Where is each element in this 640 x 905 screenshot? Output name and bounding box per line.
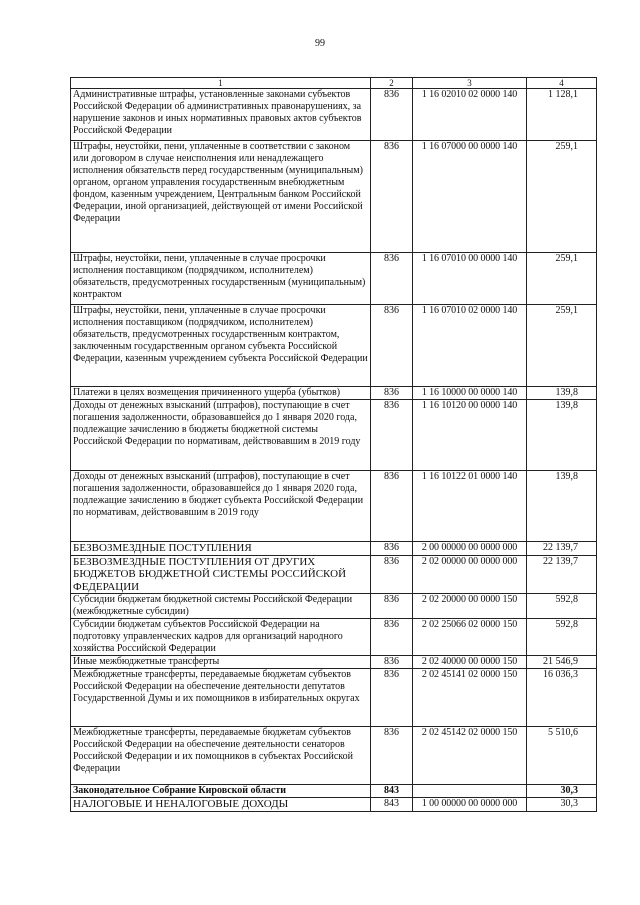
- row-admin-code-cell: 836: [371, 656, 413, 669]
- row-admin-code-cell: 843: [371, 785, 413, 798]
- table-row: [71, 305, 597, 387]
- row-budget-code-cell: 2 02 00000 00 0000 000: [413, 555, 527, 594]
- row-name-cell: НАЛОГОВЫЕ И НЕНАЛОГОВЫЕ ДОХОДЫ: [71, 798, 371, 812]
- table-row: [71, 253, 597, 305]
- row-name-cell: Межбюджетные трансферты, передаваемые бюджетам субъектов Российской Федерации на обеспечение деятельности сенаторов Российской Федерации и их помощников в субъектах Российской Федерации: [71, 727, 371, 785]
- row-admin-code-cell: 836: [371, 89, 413, 141]
- row-budget-code-cell: 2 02 20000 00 0000 150: [413, 594, 527, 619]
- row-name-cell: Законодательное Собрание Кировской области: [71, 785, 371, 798]
- row-sum-cell: 30,3: [527, 798, 597, 812]
- table-row: [71, 785, 597, 798]
- row-name-cell: Штрафы, неустойки, пени, уплаченные в случае просрочки исполнения поставщиком (подрядчиком, исполнителем) обязательств, предусмотренных государственным (муниципальным) контрактом: [71, 253, 371, 305]
- row-admin-code-cell: 843: [371, 798, 413, 812]
- page-number: 99: [315, 38, 325, 49]
- row-sum-cell: 259,1: [527, 305, 597, 387]
- row-sum-cell: 139,8: [527, 400, 597, 471]
- row-sum-cell: 592,8: [527, 594, 597, 619]
- row-budget-code-cell: 1 16 07010 02 0000 140: [413, 305, 527, 387]
- column-number-2: 2: [371, 78, 413, 89]
- table-row: [71, 594, 597, 619]
- row-name-cell: Штрафы, неустойки, пени, уплаченные в соответствии с законом или договором в случае неисполнения или ненадлежащего исполнения обязательств перед государственным (муниципальным) органом, органом управления государственным внебюджетным фондом, казенным учреждением, Центральным банком Российской Федерации, иной организацией, действующей от имени Российской Федерации: [71, 141, 371, 253]
- row-sum-cell: 259,1: [527, 141, 597, 253]
- row-name-cell: Иные межбюджетные трансферты: [71, 656, 371, 669]
- row-admin-code-cell: 836: [371, 400, 413, 471]
- row-name-cell: Межбюджетные трансферты, передаваемые бюджетам субъектов Российской Федерации на обеспечение деятельности депутатов Государственной Думы и их помощников в избирательных округах: [71, 669, 371, 727]
- row-sum-cell: 259,1: [527, 253, 597, 305]
- row-admin-code-cell: 836: [371, 253, 413, 305]
- row-budget-code-cell: 1 16 10122 01 0000 140: [413, 471, 527, 542]
- table-row: [71, 555, 597, 594]
- row-budget-code-cell: 1 16 07010 00 0000 140: [413, 253, 527, 305]
- table-row: [71, 727, 597, 785]
- row-budget-code-cell: 2 02 25066 02 0000 150: [413, 619, 527, 656]
- row-budget-code-cell: [413, 785, 527, 798]
- row-admin-code-cell: 836: [371, 387, 413, 400]
- column-number-4: 4: [527, 78, 597, 89]
- table-row: [71, 542, 597, 556]
- row-budget-code-cell: 1 16 02010 02 0000 140: [413, 89, 527, 141]
- row-budget-code-cell: 1 16 10000 00 0000 140: [413, 387, 527, 400]
- table-row: [71, 471, 597, 542]
- table-row: [71, 89, 597, 141]
- table-row: [71, 619, 597, 656]
- row-sum-cell: 139,8: [527, 387, 597, 400]
- table-header-row: [71, 78, 597, 89]
- row-admin-code-cell: 836: [371, 141, 413, 253]
- row-budget-code-cell: 2 02 45141 02 0000 150: [413, 669, 527, 727]
- row-budget-code-cell: 1 16 07000 00 0000 140: [413, 141, 527, 253]
- table-row: [71, 400, 597, 471]
- row-name-cell: Субсидии бюджетам бюджетной системы Российской Федерации (межбюджетные субсидии): [71, 594, 371, 619]
- row-name-cell: Доходы от денежных взысканий (штрафов), поступающие в счет погашения задолженности, образовавшейся до 1 января 2020 года, подлежащие зачислению в бюджет субъекта Российской Федерации по нормативам, действовавшим в 2019 году: [71, 471, 371, 542]
- row-sum-cell: 5 510,6: [527, 727, 597, 785]
- row-admin-code-cell: 836: [371, 727, 413, 785]
- row-name-cell: БЕЗВОЗМЕЗДНЫЕ ПОСТУПЛЕНИЯ ОТ ДРУГИХ БЮДЖЕТОВ БЮДЖЕТНОЙ СИСТЕМЫ РОССИЙСКОЙ ФЕДЕРАЦИИ: [71, 555, 371, 594]
- row-name-cell: БЕЗВОЗМЕЗДНЫЕ ПОСТУПЛЕНИЯ: [71, 542, 371, 556]
- row-sum-cell: 139,8: [527, 471, 597, 542]
- table-row: [71, 669, 597, 727]
- row-admin-code-cell: 836: [371, 542, 413, 556]
- table-row: [71, 798, 597, 812]
- row-admin-code-cell: 836: [371, 471, 413, 542]
- row-sum-cell: 22 139,7: [527, 542, 597, 556]
- column-number-1: 1: [71, 78, 371, 89]
- row-name-cell: Штрафы, неустойки, пени, уплаченные в случае просрочки исполнения поставщиком (подрядчиком, исполнителем) обязательств, предусмотренных государственным контрактом, заключенным государственным органом субъекта Российской Федерации, казенным учреждением субъекта Российской Федерации: [71, 305, 371, 387]
- row-admin-code-cell: 836: [371, 555, 413, 594]
- row-budget-code-cell: 2 02 40000 00 0000 150: [413, 656, 527, 669]
- row-sum-cell: 16 036,3: [527, 669, 597, 727]
- row-sum-cell: 30,3: [527, 785, 597, 798]
- revenue-table: [70, 77, 597, 812]
- row-sum-cell: 592,8: [527, 619, 597, 656]
- row-budget-code-cell: 1 00 00000 00 0000 000: [413, 798, 527, 812]
- row-sum-cell: 22 139,7: [527, 555, 597, 594]
- row-sum-cell: 21 546,9: [527, 656, 597, 669]
- row-name-cell: Платежи в целях возмещения причиненного ущерба (убытков): [71, 387, 371, 400]
- row-sum-cell: 1 128,1: [527, 89, 597, 141]
- table-row: [71, 387, 597, 400]
- row-name-cell: Субсидии бюджетам субъектов Российской Федерации на подготовку управленческих кадров для организаций народного хозяйства Российской Федерации: [71, 619, 371, 656]
- row-admin-code-cell: 836: [371, 669, 413, 727]
- table-row: [71, 656, 597, 669]
- column-number-3: 3: [413, 78, 527, 89]
- row-admin-code-cell: 836: [371, 619, 413, 656]
- row-admin-code-cell: 836: [371, 594, 413, 619]
- row-name-cell: Административные штрафы, установленные законами субъектов Российской Федерации об административных правонарушениях, за нарушение законов и иных нормативных правовых актов субъектов Российской Федерации: [71, 89, 371, 141]
- row-budget-code-cell: 2 02 45142 02 0000 150: [413, 727, 527, 785]
- row-name-cell: Доходы от денежных взысканий (штрафов), поступающие в счет погашения задолженности, образовавшейся до 1 января 2020 года, подлежащие зачислению в бюджеты бюджетной системы Российской Федерации по нормативам, действовавшим в 2019 году: [71, 400, 371, 471]
- row-budget-code-cell: 1 16 10120 00 0000 140: [413, 400, 527, 471]
- row-budget-code-cell: 2 00 00000 00 0000 000: [413, 542, 527, 556]
- table-row: [71, 141, 597, 253]
- row-admin-code-cell: 836: [371, 305, 413, 387]
